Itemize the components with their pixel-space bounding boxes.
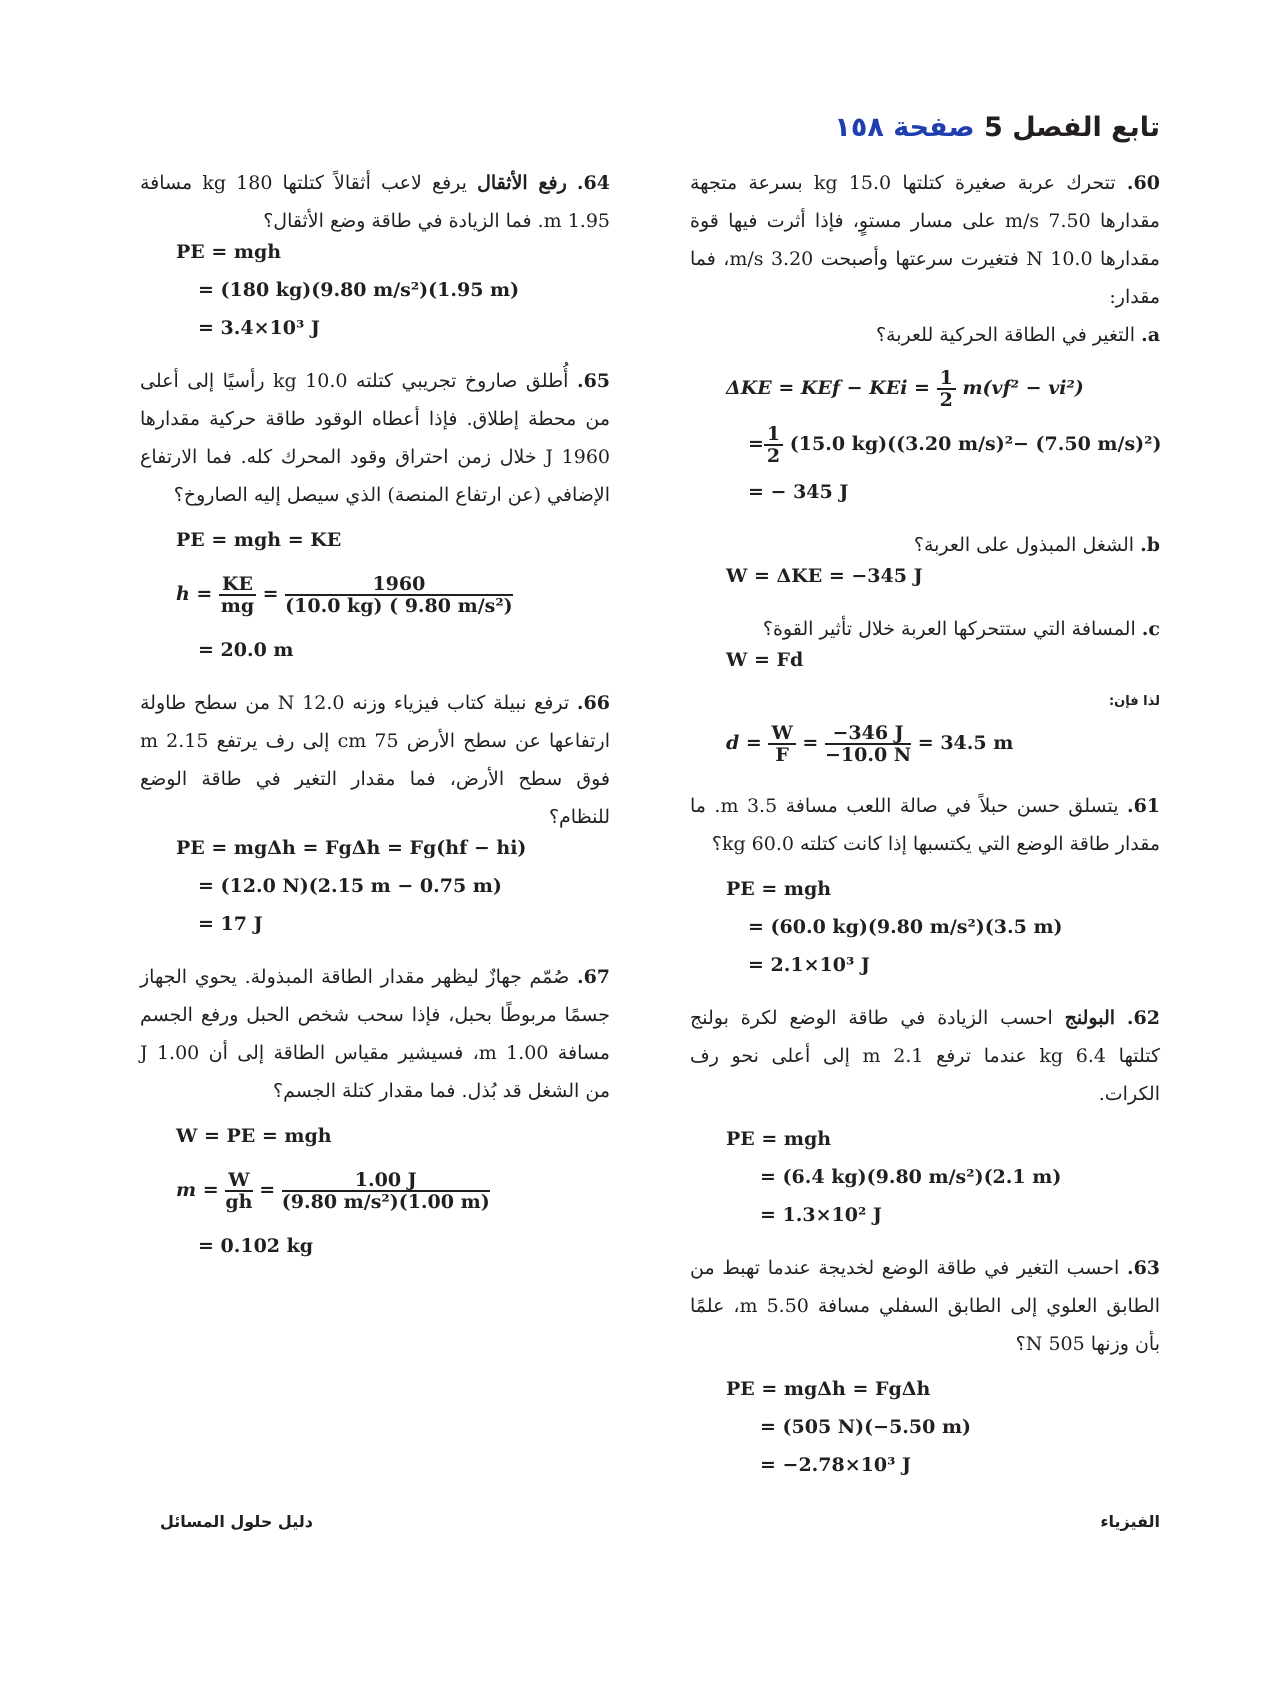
problem-66: 66. ترفع نبيلة كتاب فيزياء وزنه 12.0 N من سطح طاولة ارتفاعها عن سطح الأرض 75 cm إلى رف يرتفع 2.15 m فوق سطح الأرض، فما مقدار التغير في طاقة الوضع للنظام؟	[140, 692, 610, 828]
eq-60a-2: = $\frac{1}{2}$ (15.0 kg)((3.20 m/s)²− (7.50 m/s)²)	[748, 423, 1162, 467]
eq-60b: W = ΔKE = −345 J	[726, 565, 923, 587]
eq-61-2: = (60.0 kg)(9.80 m/s²)(3.5 m)	[748, 916, 1063, 938]
eq-61-1: PE = mgh	[726, 878, 832, 900]
eq-63-2: = (505 N)(−5.50 m)	[760, 1416, 972, 1438]
problem-60: 60. تتحرك عربة صغيرة كتلتها 15.0 kg بسرعة متجهة مقدارها 7.50 m/s على مسار مستوٍ، فإذا أثرت فيها قوة مقدارها 10.0 N فتغيرت سرعتها وأصبحت 3.20 m/s، فما مقدار:	[690, 172, 1160, 308]
eq-63-3: = −2.78×10³ J	[760, 1454, 912, 1476]
left-column	[140, 164, 610, 1258]
eq-67-3: = 0.102 kg	[198, 1235, 314, 1257]
eq-66-2: = (12.0 N)(2.15 m − 0.75 m)	[198, 875, 502, 897]
eq-64-1: PE = mgh	[176, 241, 282, 263]
eq-65-3: = 20.0 m	[198, 639, 294, 661]
footer-guide: دليل حلول المسائل	[160, 1512, 313, 1531]
eq-61-3: = 2.1×10³ J	[748, 954, 870, 976]
eq-65-1: PE = mgh = KE	[176, 529, 342, 551]
problem-62: 62. البولنج احسب الزيادة في طاقة الوضع لكرة بولنج كتلتها 6.4 kg عندما ترفع 2.1 m إلى أعلى نحو رف الكرات.	[690, 1007, 1161, 1105]
page-header	[834, 112, 1160, 143]
page-reference: صفحة ١٥٨	[834, 112, 975, 143]
part-60b: b. الشغل المبذول على العربة؟	[913, 534, 1160, 556]
part-60c: c. المسافة التي ستتحركها العربة خلال تأثير القوة؟	[762, 618, 1160, 640]
chapter-title: تابع الفصل 5	[984, 112, 1160, 143]
eq-67-1: W = PE = mgh	[176, 1125, 332, 1147]
eq-64-2: = (180 kg)(9.80 m/s²)(1.95 m)	[198, 279, 520, 301]
eq-64-3: = 3.4×10³ J	[198, 317, 320, 339]
eq-62-1: PE = mgh	[726, 1128, 832, 1150]
eq-60a-1: ΔKE = KEf − KEi = $\frac{1}{2}$ m(vf² − vi²)	[726, 367, 1084, 411]
problem-61: 61. يتسلق حسن حبلاً في صالة اللعب مسافة 3.5 m. ما مقدار طاقة الوضع التي يكتسبها إذا كانت كتلته 60.0 kg؟	[690, 795, 1161, 855]
problem-65: 65. أُطلق صاروخ تجريبي كتلته 10.0 kg رأسيًا إلى أعلى من محطة إطلاق. فإذا أعطاه الوقود طاقة حركية مقدارها 1960 J خلال زمن احتراق وقود المحرك كله. فما الارتفاع الإضافي (عن ارتفاع المنصة) الذي سيصل إليه الصاروخ؟	[140, 370, 611, 506]
problem-64: 64. رفع الأثقال يرفع لاعب أثقالاً كتلتها 180 kg مسافة 1.95 m. فما الزيادة في طاقة وضع الأثقال؟	[140, 172, 610, 232]
eq-67-2: m = $\frac{W}{gh}$ = $\frac{1.00 J}{\text{(9.80 m/s²)(1.00 m)}}$	[176, 1169, 490, 1213]
eq-63-1: PE = mgΔh = FgΔh	[726, 1378, 931, 1400]
footer-subject: الفيزياء	[1100, 1512, 1160, 1531]
part-60a: a. التغير في الطاقة الحركية للعربة؟	[875, 324, 1160, 346]
therefore-label: لذا فإن:	[1108, 694, 1160, 709]
problem-63: 63. احسب التغير في طاقة الوضع لخديجة عندما تهبط من الطابق العلوي إلى الطابق السفلي مسافة 5.50 m، علمًا بأن وزنها 505 N؟	[690, 1257, 1161, 1355]
eq-60c-1: W = Fd	[726, 649, 804, 671]
eq-66-3: = 17 J	[198, 913, 263, 935]
eq-62-2: = (6.4 kg)(9.80 m/s²)(2.1 m)	[760, 1166, 1062, 1188]
eq-62-3: = 1.3×10² J	[760, 1204, 882, 1226]
right-column	[690, 164, 1160, 1477]
eq-60c-2: d = $\frac{W}{F}$ = $\frac{-346 J}{-10.0 N}$ = 34.5 m	[726, 722, 1014, 766]
problem-67: 67. صُمّم جهازٌ ليظهر مقدار الطاقة المبذولة. يحوي الجهاز جسمًا مربوطًا بحبل، فإذا سحب شخص الحبل ورفع الجسم مسافة 1.00 m، فسيشير مقياس الطاقة إلى أن 1.00 J من الشغل قد بُذل. فما مقدار كتلة الجسم؟	[140, 966, 611, 1102]
eq-65-2: h = $\frac{KE}{mg}$ = $\frac{1960}{\text{(10.0 kg) ( 9.80 m/s²)}}$	[176, 573, 513, 617]
eq-60a-3: = − 345 J	[748, 481, 849, 503]
eq-66-1: PE = mgΔh = FgΔh = Fg(hf − hi)	[176, 837, 527, 859]
